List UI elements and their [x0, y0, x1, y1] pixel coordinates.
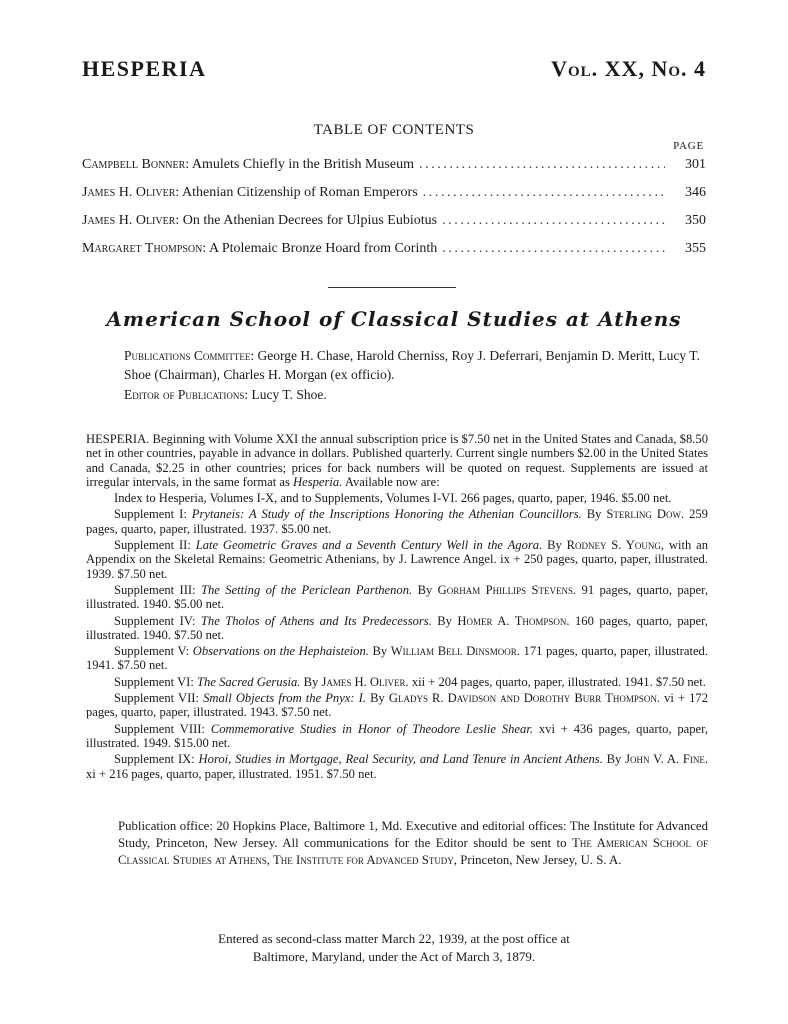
volume-number: Vol. XX, No. 4 [551, 56, 706, 81]
postal-notice-line: Baltimore, Maryland, under the Act of March 3, 1879. [252, 949, 536, 964]
toc-author: Margaret Thompson: [82, 241, 207, 256]
publication-office: Publication office: 20 Hopkins Place, Baltimore 1, Md. Executive and editorial offices: The Institute for Advanced Study, Princeton, New Jersey. All communications for the Editor should be sent to The American School of Classical Studies at Athens, The Institute for Advanced Study, Princeton, New Jersey, U. S. A. [118, 819, 708, 867]
toc-entry [82, 241, 706, 269]
toc-article-title: A Ptolemaic Bronze Hoard from Corinth [209, 241, 438, 256]
subscription-intro: HESPERIA. Beginning with Volume XXI the annual subscription price is $7.50 net in the United States and Canada, $8.50 net in other countries, payable in advance in dollars. Published quarterly. Current single numbers $2.00 in the United States and Canada, $2.25 in other countries; prices for back numbers will be quoted on request. Supplements are issued at irregular intervals, in the same format as Hesperia. Available now are: [86, 432, 708, 489]
toc-entry [82, 185, 706, 213]
committee-label: Publications Committee: [124, 348, 255, 363]
journal-title: HESPERIA [82, 56, 207, 81]
toc-page-label: PAGE [673, 140, 704, 152]
toc-page-number: 301 [685, 157, 706, 172]
toc-title: TABLE OF CONTENTS [313, 122, 475, 138]
publications-committee [124, 346, 706, 404]
supplement-entry: Supplement IV: The Tholos of Athens and Its Predecessors. By Homer A. Thompson. 160 pages, quarto, paper, illustrated. 1940. $7.50 net. [86, 613, 708, 642]
toc-entry [82, 213, 706, 241]
postal-notice-line: Entered as second-class matter March 22, 1939, at the post office at [218, 931, 570, 946]
toc-author: Campbell Bonner: [82, 157, 190, 172]
toc-author: James H. Oliver: [82, 185, 180, 200]
toc-leader-dots [419, 157, 665, 173]
office-recipient: The American School of Classical Studies at Athens, The Institute for Advanced Study, [118, 836, 708, 867]
toc-leader-dots [442, 241, 665, 257]
toc-page-number: 355 [685, 241, 706, 256]
toc-author: James H. Oliver: [82, 213, 180, 228]
supplement-entry: Supplement II: Late Geometric Graves and a Seventh Century Well in the Agora. By Rodney S. Young, with an Appendix on the Skeletal Remains: Geometric Athenians, by J. Lawrence Angel. ix + 250 pages, quarto, paper, illustrated. 1939. $7.50 net. [86, 538, 708, 581]
section-divider [328, 287, 456, 288]
toc-page-number: 346 [685, 185, 706, 200]
toc-entry [82, 157, 706, 185]
editor-name: Lucy T. Shoe. [251, 387, 327, 402]
toc-article-title: On the Athenian Decrees for Ulpius Eubiotus [182, 213, 438, 228]
toc-article-title: Amulets Chiefly in the British Museum [191, 157, 414, 172]
supplement-entry: Supplement IX: Horoi, Studies in Mortgage, Real Security, and Land Tenure in Ancient Athens. By John V. A. Fine. xi + 216 pages, quarto, paper, illustrated. 1951. $7.50 net. [86, 752, 708, 781]
subscription-info [86, 432, 708, 783]
table-of-contents [82, 157, 706, 269]
toc-leader-dots [442, 213, 665, 229]
toc-article-title: Athenian Citizenship of Roman Emperors [182, 185, 418, 200]
supplement-entry: Supplement I: Prytaneis: A Study of the Inscriptions Honoring the Athenian Councillors. By Sterling Dow. 259 pages, quarto, paper, illustrated. 1937. $5.00 net. [86, 507, 708, 536]
toc-leader-dots [423, 185, 665, 201]
school-name: American School of Classical Studies at Athens [106, 307, 682, 331]
supplement-entry: Supplement V: Observations on the Hephaisteion. By William Bell Dinsmoor. 171 pages, quarto, paper, illustrated. 1941. $7.50 net. [86, 644, 708, 673]
supplement-entry: Supplement VII: Small Objects from the Pnyx: I. By Gladys R. Davidson and Dorothy Burr Thompson. vi + 172 pages, quarto, paper, illustrated. 1943. $7.50 net. [86, 691, 708, 720]
supplement-entry: Supplement III: The Setting of the Periclean Parthenon. By Gorham Phillips Stevens. 91 pages, quarto, paper, illustrated. 1940. $5.00 net. [86, 582, 708, 612]
page-header [82, 56, 706, 86]
toc-page-number: 350 [685, 213, 706, 228]
postal-notice [0, 930, 788, 966]
supplement-entry: Supplement VI: The Sacred Gerusia. By James H. Oliver. xii + 204 pages, quarto, paper, illustrated. 1941. $7.50 net. [114, 674, 706, 689]
committee-members: George H. Chase, Harold Cherniss, Roy J. Deferrari, Benjamin D. Meritt, Lucy T. Shoe (Chairman), Charles H. Morgan (ex officio). [124, 348, 700, 382]
index-entry: Index to Hesperia, Volumes I-X, and to Supplements, Volumes I-VI. 266 pages, quarto, paper, 1946. $5.00 net. [114, 491, 672, 506]
editor-label: Editor of Publications: [124, 387, 249, 402]
supplement-entry: Supplement VIII: Commemorative Studies in Honor of Theodore Leslie Shear. xvi + 436 pages, quarto, paper, illustrated. 1949. $15.00 net. [86, 721, 708, 750]
